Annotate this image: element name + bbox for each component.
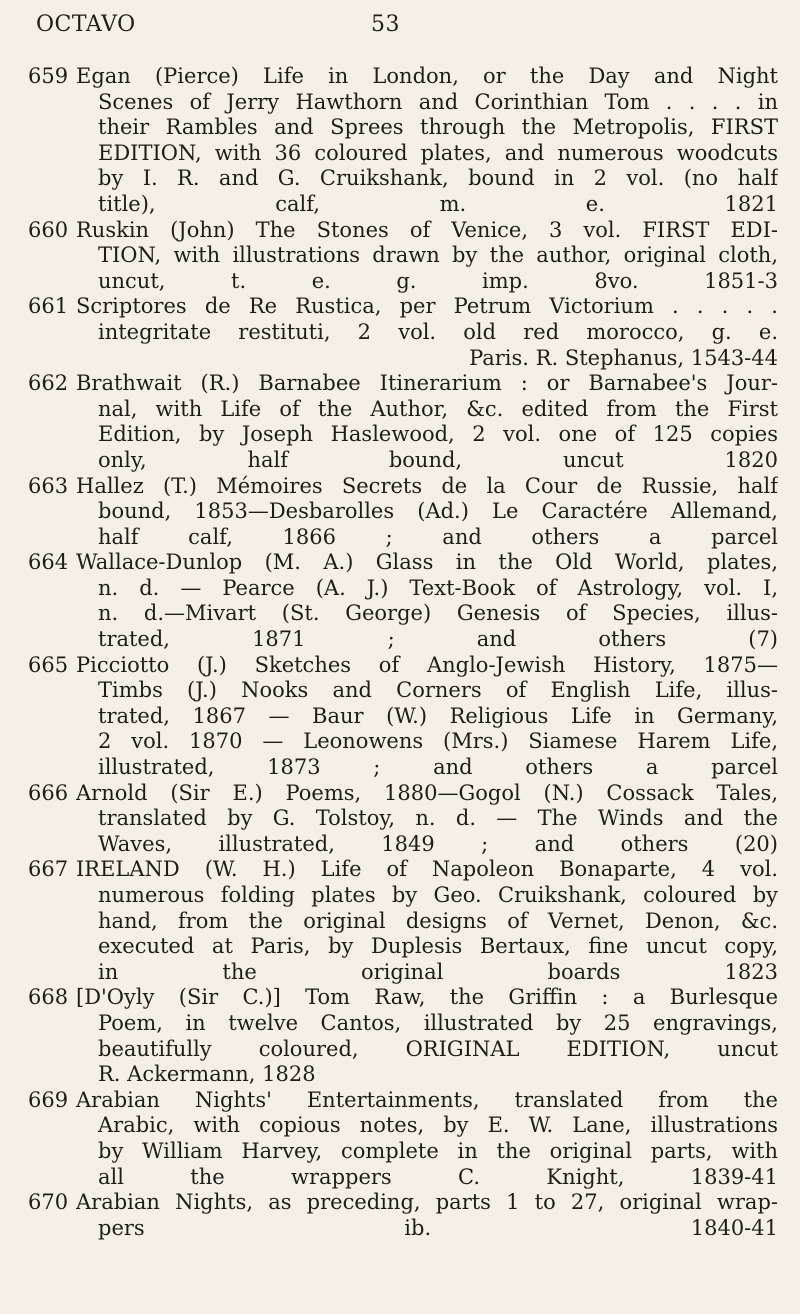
entry-text-line: translated by G. Tolstoy, n. d. — The Winds and the	[98, 806, 778, 831]
lot-number: 667	[28, 857, 69, 882]
lot-number: 661	[28, 294, 69, 319]
entry-text-line: trated, 1867 — Baur (W.) Religious Life in Germany,	[98, 703, 778, 728]
entry-text-line: Paris. R. Stephanus, 1543-44	[469, 345, 778, 370]
entry-text-line: EDITION, with 36 coloured plates, and numerous woodcuts	[98, 140, 778, 165]
lot-number: 668	[28, 985, 69, 1010]
entry-heading-line: Arabian Nights' Entertainments, translated from the	[76, 1087, 778, 1112]
entry-text-line: uncut, t. e. g. imp. 8vo. 1851-3	[98, 268, 778, 293]
entry-text-line: n. d.—Mivart (St. George) Genesis of Species, illus-	[98, 601, 778, 626]
lot-number: 659	[28, 64, 69, 88]
entry-heading-line: Scriptores de Re Rustica, per Petrum Victorium . . . . .	[76, 294, 778, 319]
lot-number: 665	[28, 652, 69, 677]
lot-number: 662	[28, 371, 69, 396]
catalogue-entry	[28, 1088, 778, 1190]
entry-text-line: in the original boards 1823	[98, 959, 778, 984]
lot-number: 670	[28, 1190, 69, 1215]
entry-heading-line: Arnold (Sir E.) Poems, 1880—Gogol (N.) Cossack Tales,	[76, 780, 778, 805]
catalogue-entry	[28, 653, 778, 781]
entry-text-line: by William Harvey, complete in the original parts, with	[98, 1138, 778, 1163]
entry-text-line: only, half bound, uncut 1820	[98, 447, 778, 472]
catalogue-entry	[28, 64, 778, 218]
lot-number: 663	[28, 473, 69, 498]
entry-text-line: their Rambles and Sprees through the Metropolis, FIRST	[98, 115, 778, 140]
catalogue-entry	[28, 1190, 778, 1241]
catalogue-entries	[28, 64, 778, 1241]
entry-text-line: all the wrappers C. Knight, 1839-41	[98, 1164, 778, 1189]
entry-text-line: half calf, 1866 ; and others a parcel	[98, 524, 778, 549]
entry-heading-line: Hallez (T.) Mémoires Secrets de la Cour de Russie, half	[76, 473, 778, 498]
catalogue-entry	[28, 781, 778, 858]
catalogue-entry	[28, 218, 778, 295]
entry-text-line: Arabic, with copious notes, by E. W. Lane, illustrations	[98, 1113, 778, 1138]
entry-text-line: title), calf, m. e. 1821	[98, 191, 778, 216]
entry-heading-line: Picciotto (J.) Sketches of Anglo-Jewish History, 1875—	[76, 652, 778, 677]
entry-heading-line: Ruskin (John) The Stones of Venice, 3 vol. FIRST EDI-	[76, 217, 778, 242]
entry-heading-line: Egan (Pierce) Life in London, or the Day and Night	[76, 64, 778, 88]
lot-number: 666	[28, 780, 69, 805]
entry-text-line: n. d. — Pearce (A. J.) Text-Book of Astrology, vol. I,	[98, 575, 778, 600]
entry-text-line: 2 vol. 1870 — Leonowens (Mrs.) Siamese Harem Life,	[98, 729, 778, 754]
lot-number: 664	[28, 550, 69, 575]
running-head: OCTAVO	[36, 12, 136, 37]
entry-text-line: hand, from the original designs of Vernet, Denon, &c.	[98, 908, 778, 933]
entry-text-line: illustrated, 1873 ; and others a parcel	[98, 755, 778, 780]
entry-text-line: R. Ackermann, 1828	[98, 1062, 316, 1087]
entry-text-line: Poem, in twelve Cantos, illustrated by 25 engravings,	[98, 1010, 778, 1035]
entry-text-line: TION, with illustrations drawn by the author, original cloth,	[98, 243, 778, 268]
entry-heading-line: Wallace-Dunlop (M. A.) Glass in the Old World, plates,	[76, 550, 778, 575]
catalogue-entry	[28, 985, 778, 1087]
entry-heading-line: [D'Oyly (Sir C.)] Tom Raw, the Griffin : a Burlesque	[76, 985, 778, 1010]
entry-text-line: numerous folding plates by Geo. Cruikshank, coloured by	[98, 883, 778, 907]
entry-text-line: executed at Paris, by Duplesis Bertaux, fine uncut copy,	[98, 934, 778, 959]
entry-text-line: beautifully coloured, ORIGINAL EDITION, uncut	[98, 1036, 778, 1061]
entry-text-line: pers ib. 1840-41	[98, 1215, 778, 1240]
catalogue-entry	[28, 550, 778, 652]
entry-text-line: Timbs (J.) Nooks and Corners of English Life, illus-	[98, 678, 778, 703]
catalogue-entry	[28, 474, 778, 551]
entry-heading-line: Arabian Nights, as preceding, parts 1 to 27, original wrap-	[76, 1190, 778, 1215]
page-header	[36, 12, 740, 37]
entry-text-line: Waves, illustrated, 1849 ; and others (20)	[98, 831, 778, 856]
entry-heading-line: Brathwait (R.) Barnabee Itinerarium : or Barnabee's Jour-	[76, 371, 778, 396]
entry-text-line: nal, with Life of the Author, &c. edited from the First	[98, 396, 778, 421]
page-number: 53	[371, 12, 400, 37]
entry-text-line: Edition, by Joseph Haslewood, 2 vol. one of 125 copies	[98, 422, 778, 447]
catalogue-entry	[28, 294, 778, 371]
entry-text-line: Scenes of Jerry Hawthorn and Corinthian Tom . . . . in	[98, 89, 778, 114]
lot-number: 660	[28, 217, 69, 242]
entry-heading-line: IRELAND (W. H.) Life of Napoleon Bonaparte, 4 vol.	[76, 857, 778, 882]
entry-text-line: bound, 1853—Desbarolles (Ad.) Le Caractére Allemand,	[98, 499, 778, 524]
entry-text-line: by I. R. and G. Cruikshank, bound in 2 vol. (no half	[98, 166, 778, 191]
lot-number: 669	[28, 1087, 69, 1112]
catalogue-entry	[28, 857, 778, 985]
entry-text-line: trated, 1871 ; and others (7)	[98, 627, 778, 652]
entry-text-line: integritate restituti, 2 vol. old red morocco, g. e.	[98, 319, 778, 344]
catalogue-entry	[28, 371, 778, 473]
